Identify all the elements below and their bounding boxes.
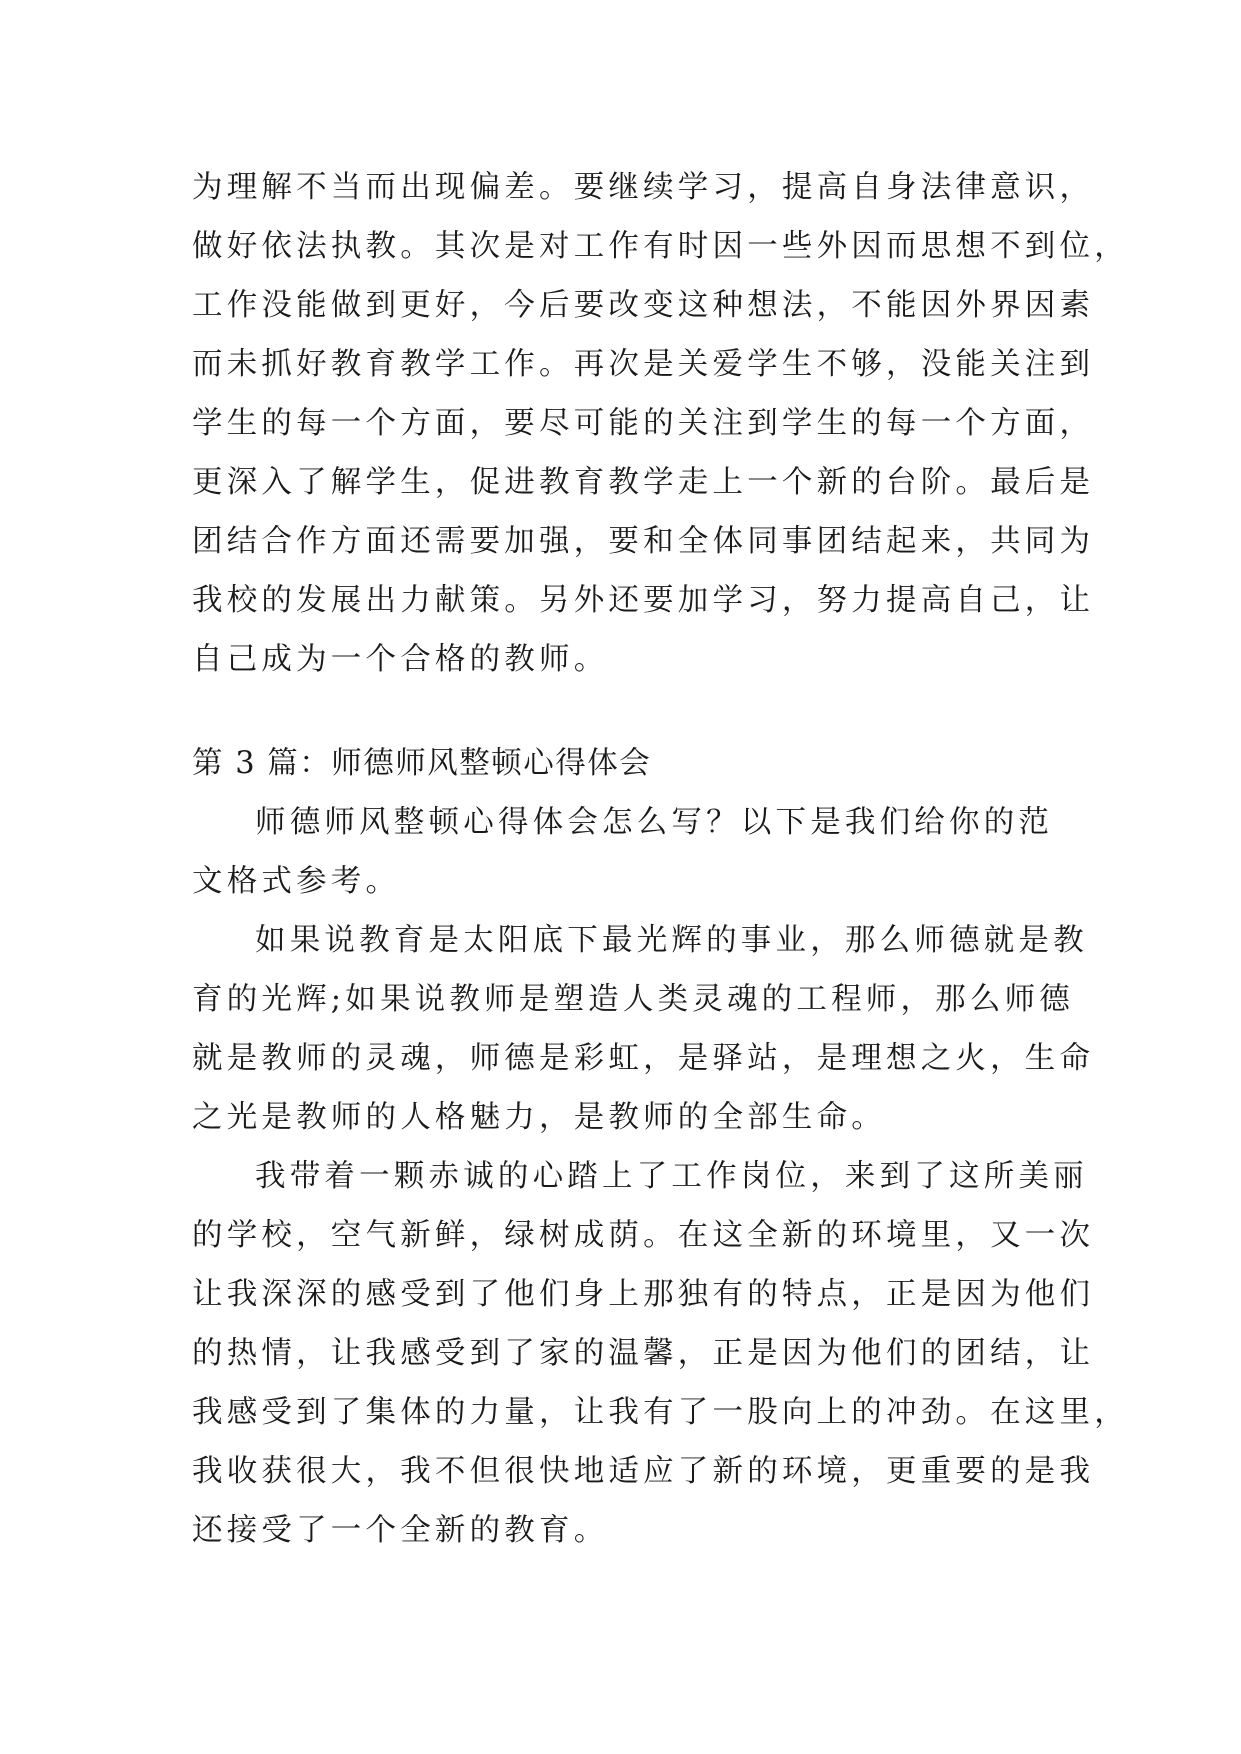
text-line: 团结合作方面还需要加强，要和全体同事团结起来，共同为 <box>192 524 1095 559</box>
text-line: 工作没能做到更好，今后要改变这种想法，不能因外界因素 <box>192 288 1095 323</box>
text-line: 的学校，空气新鲜，绿树成荫。在这全新的环境里，又一次 <box>192 1218 1095 1253</box>
text-line: 我收获很大，我不但很快地适应了新的环境，更重要的是我 <box>192 1454 1095 1489</box>
text-line: 文格式参考。 <box>192 864 401 899</box>
text-line: 为理解不当而出现偏差。要继续学习，提高自身法律意识， <box>192 170 1095 205</box>
text-line: 我带着一颗赤诚的心踏上了工作岗位，来到了这所美丽 <box>255 1159 1088 1194</box>
text-line: 让我深深的感受到了他们身上那独有的特点，正是因为他们 <box>192 1277 1095 1312</box>
text-line: 我校的发展出力献策。另外还要加学习，努力提高自己，让 <box>192 583 1095 618</box>
text-line: 育的光辉;如果说教师是塑造人类灵魂的工程师，那么师德 <box>192 982 1074 1017</box>
text-line: 更深入了解学生，促进教育教学走上一个新的台阶。最后是 <box>192 465 1095 500</box>
text-line: 学生的每一个方面，要尽可能的关注到学生的每一个方面， <box>192 406 1095 441</box>
text-line: 还接受了一个全新的教育。 <box>192 1513 609 1548</box>
text-line: 做好依法执教。其次是对工作有时因一些外因而思想不到位， <box>192 229 1129 264</box>
section-heading: 第 3 篇：师德师风整顿心得体会 <box>192 746 652 781</box>
text-line: 而未抓好教育教学工作。再次是关爱学生不够，没能关注到 <box>192 347 1095 382</box>
text-line: 师德师风整顿心得体会怎么写？以下是我们给你的范 <box>255 805 1054 840</box>
text-line: 如果说教育是太阳底下最光辉的事业，那么师德就是教 <box>255 923 1088 958</box>
text-line: 我感受到了集体的力量，让我有了一股向上的冲劲。在这里， <box>192 1395 1129 1430</box>
text-line: 之光是教师的人格魅力，是教师的全部生命。 <box>192 1100 886 1135</box>
text-line: 就是教师的灵魂，师德是彩虹，是驿站，是理想之火，生命 <box>192 1041 1095 1076</box>
text-line: 的热情，让我感受到了家的温馨，正是因为他们的团结，让 <box>192 1336 1095 1371</box>
text-line: 自己成为一个合格的教师。 <box>192 642 609 677</box>
